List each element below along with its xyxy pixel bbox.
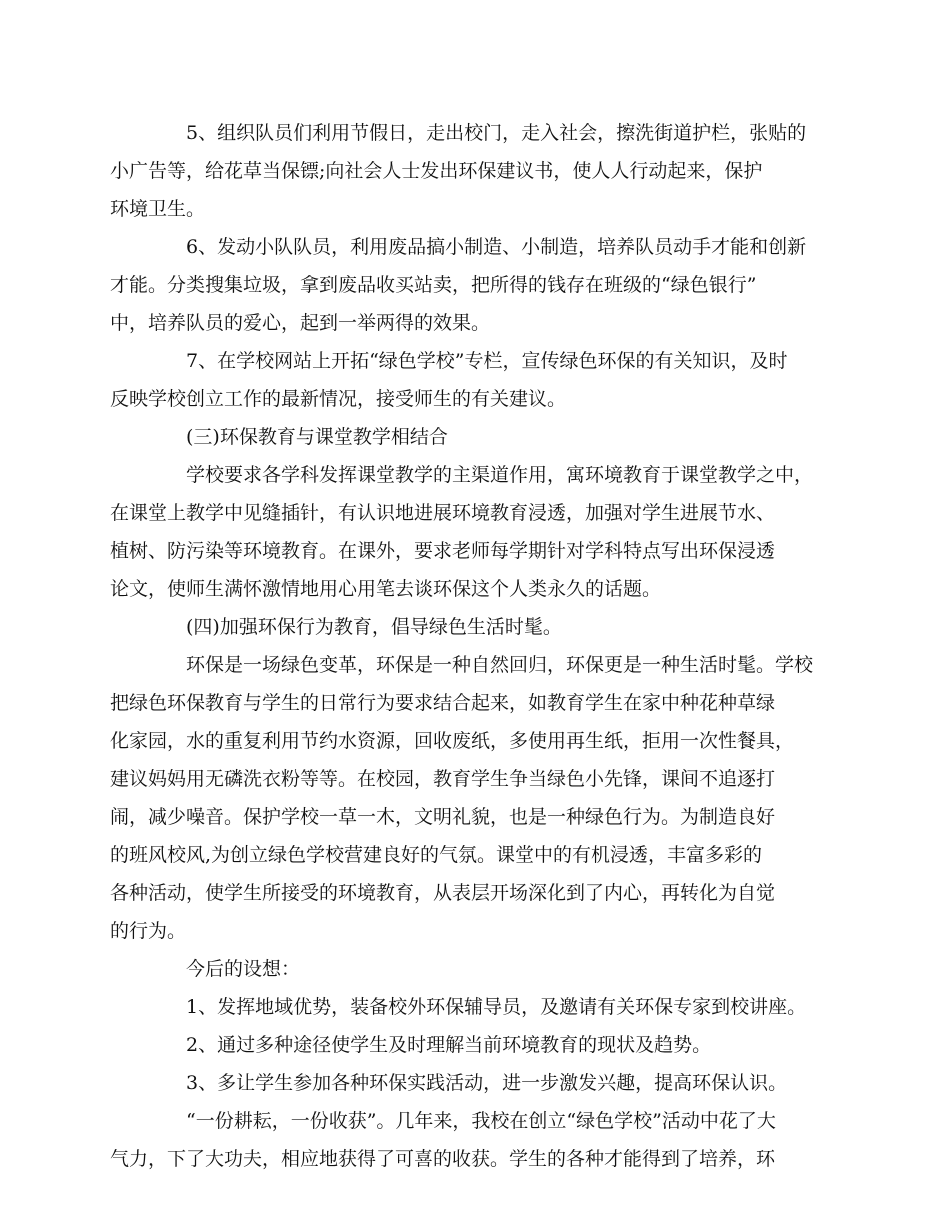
text-line: 2、通过多种途径使学生及时理解当前环境教育的现状及趋势。 <box>186 1034 712 1056</box>
document-body <box>110 114 814 1178</box>
text-line: 闹，减少噪音。保护学校一草一木，文明礼貌，也是一种绿色行为。为制造良好 <box>110 806 776 828</box>
text-line: 6、发动小队队员，利用废品搞小制造、小制造，培养队员动手才能和创新 <box>186 236 807 258</box>
text-line: 反映学校创立工作的最新情况，接受师生的有关建议。 <box>110 388 567 410</box>
text-line: 3、多让学生参加各种环保实践活动，进一步激发兴趣，提高环保认识。 <box>186 1072 788 1094</box>
future-item-2 <box>148 1026 808 1064</box>
section-heading-3 <box>148 418 808 456</box>
text-line: 的行为。 <box>110 920 187 942</box>
paragraph-harvest <box>110 1102 808 1178</box>
text-line: 植树、防污染等环境教育。在课外，要求老师每学期针对学科特点写出环保浸透 <box>110 540 776 562</box>
heading-text: 今后的设想： <box>186 958 301 980</box>
text-line: 才能。分类搜集垃圾，拿到废品收买站卖，把所得的钱存在班级的“绿色银行” <box>110 274 757 296</box>
text-line: “一份耕耘，一份收获”。几年来，我校在创立“绿色学校”活动中花了大 <box>186 1110 776 1132</box>
heading-text: (三)环保教育与课堂教学相结合 <box>186 426 448 448</box>
heading-text: (四)加强环保行为教育，倡导绿色生活时髦。 <box>186 616 562 638</box>
paragraph-item-7 <box>110 342 808 418</box>
text-line: 学校要求各学科发挥课堂教学的主渠道作用，寓环境教育于课堂教学之中， <box>186 464 814 486</box>
text-line: 各种活动，使学生所接受的环境教育，从表层开场深化到了内心，再转化为自觉 <box>110 882 776 904</box>
text-line: 7、在学校网站上开拓“绿色学校”专栏，宣传绿色环保的有关知识，及时 <box>186 350 788 372</box>
future-item-3 <box>148 1064 808 1102</box>
future-plans-heading <box>148 950 808 988</box>
text-line: 5、组织队员们利用节假日，走出校门，走入社会，擦洗街道护栏，张贴的 <box>186 122 807 144</box>
text-line: 气力，下了大功夫，相应地获得了可喜的收获。学生的各种才能得到了培养，环 <box>110 1148 776 1170</box>
text-line: 小广告等，给花草当保镖;向社会人士发出环保建议书，使人人行动起来，保护 <box>110 160 763 182</box>
paragraph-item-5 <box>110 114 808 228</box>
text-line: 在课堂上教学中见缝插针，有认识地进展环境教育浸透，加强对学生进展节水、 <box>110 502 776 524</box>
text-line: 把绿色环保教育与学生的日常行为要求结合起来，如教育学生在家中种花种草绿 <box>110 692 776 714</box>
section-heading-4 <box>148 608 808 646</box>
text-line: 化家园，水的重复利用节约水资源，回收废纸，多使用再生纸，拒用一次性餐具， <box>110 730 795 752</box>
text-line: 环境卫生。 <box>110 198 206 220</box>
text-line: 建议妈妈用无磷洗衣粉等等。在校园，教育学生争当绿色小先锋，课间不追逐打 <box>110 768 776 790</box>
text-line: 环保是一场绿色变革，环保是一种自然回归，环保更是一种生活时髦。学校 <box>186 654 814 676</box>
paragraph-green-life <box>110 646 814 950</box>
paragraph-classroom <box>110 456 814 608</box>
text-line: 的班风校风,为创立绿色学校营建良好的气氛。课堂中的有机浸透，丰富多彩的 <box>110 844 763 866</box>
text-line: 中，培养队员的爱心，起到一举两得的效果。 <box>110 312 491 334</box>
future-item-1 <box>148 988 808 1026</box>
text-line: 论文，使师生满怀激情地用心用笔去谈环保这个人类永久的话题。 <box>110 578 662 600</box>
paragraph-item-6 <box>110 228 808 342</box>
text-line: 1、发挥地域优势，装备校外环保辅导员，及邀请有关环保专家到校讲座。 <box>186 996 807 1018</box>
